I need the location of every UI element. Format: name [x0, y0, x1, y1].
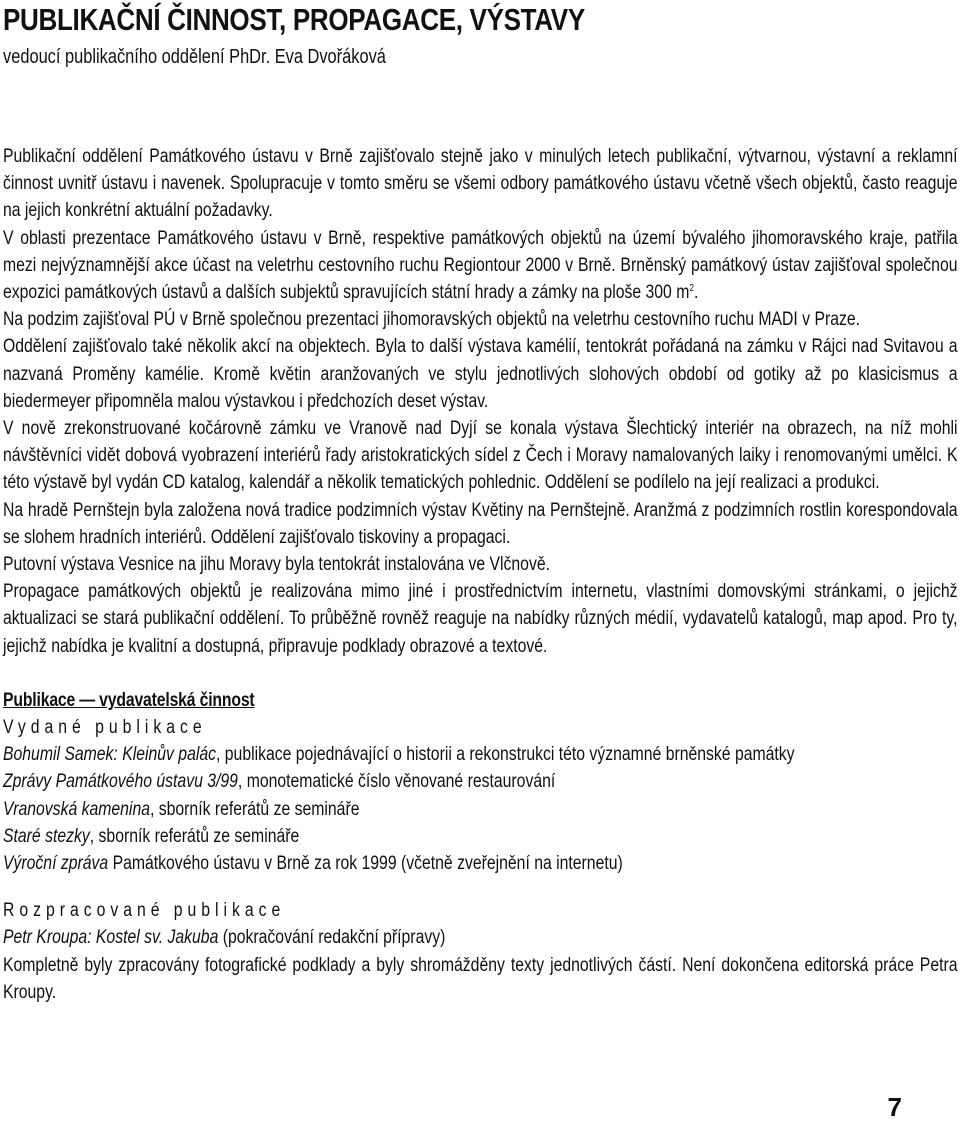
subheading-published: Vydané publikace: [3, 717, 207, 739]
paragraph-internet: Propagace památkových objektů je realizována mimo jiné i prostřednictvím internetu, vlastními domovskými stránkami, o jejichž aktualizaci se stará publikační oddělení. To průběžně rovněž reaguje na nabídky různých médií, vydavatelů katalogů, map apod. Pro ty, jejichž nabídka je kvalitní a dostupná, připravuje podklady obrazové a textové.: [3, 581, 958, 657]
publication-desc: Památkového ústavu v Brně za rok 1999 (včetně zveřejnění na internetu): [108, 853, 623, 875]
publication-title: Zprávy Památkového ústavu 3/99: [3, 771, 238, 793]
publication-title: Výroční zpráva: [3, 853, 109, 875]
publication-item: [3, 768, 958, 795]
document-body: [3, 143, 958, 1006]
publication-item: [3, 741, 958, 768]
page-number: 7: [887, 1092, 902, 1122]
publication-desc: , sborník referátů ze semináře: [89, 825, 300, 847]
publication-item: [3, 850, 958, 877]
subheading-in-progress: Rozpracované publikace: [3, 900, 286, 922]
section-heading-publications: Publikace — vydavatelská činnost: [3, 689, 255, 711]
publication-desc: , monotematické číslo věnované restaurování: [237, 771, 556, 793]
publication-title: Staré stezky: [3, 825, 90, 847]
paragraph-vranov: V nově zrekonstruované kočárovně zámku ve Vranově nad Dyjí se konala výstava Šlechtický interiér na obrazech, na níž mohli návštěvníci vidět dobová vyobrazení interiérů řady aristokratických sídel z Čech i Moravy namalovaných laiky i renomovanými umělci. K této výstavě byl vydán CD katalog, kalendář a několik tematických pohlednic. Oddělení se podílelo na její realizaci a produkci.: [3, 418, 958, 494]
publication-item: [3, 924, 958, 951]
paragraph-vlcnov: Putovní výstava Vesnice na jihu Moravy byla tentokrát instalována ve Vlčnově.: [3, 554, 550, 576]
paragraph-madi: Na podzim zajišťoval PÚ v Brně společnou prezentaci jihomoravských objektů na veletrhu cestovního ruchu MADI v Praze.: [3, 309, 861, 331]
paragraph-regiontour-text: V oblasti prezentace Památkového ústavu v Brně, respektive památkových objektů na území bývalého jihomoravského kraje, patřila mezi nejvýznamnější akce účast na veletrhu cestovního ruchu Regiontour 2000 v Brně. Brněnský památkový ústav zajišťoval společnou expozici památkových ústavů a dalších subjektů spravujících státní hrady a zámky na ploše 300 m: [3, 227, 958, 304]
page-subtitle: vedoucí publikačního oddělení PhDr. Eva Dvořáková: [3, 46, 386, 68]
paragraph-kamelie: Oddělení zajišťovalo také několik akcí na objektech. Byla to další výstava kamélií, tentokrát pořádaná na zámku v Rájci nad Svitavou a nazvaná Proměny kamélie. Kromě květin aranžovaných ve stylu jednotlivých slohových období od gotiky až po klasicismus a biedermeyer připomněla malou výstavkou i předchozích deset výstav.: [3, 336, 958, 412]
paragraph-pernstejn: Na hradě Pernštejn byla založena nová tradice podzimních výstav Květiny na Pernštejně. Aranžmá z podzimních rostlin korespondovala se slohem hradních interiérů. Oddělení zajišťovalo tiskoviny a propagaci.: [3, 499, 958, 548]
paragraph-in-progress-note: Kompletně byly zpracovány fotografické podklady a byly shromážděny texty jednotlivých částí. Není dokončena editorská práce Petra Kroupy.: [3, 954, 958, 1003]
page-title: PUBLIKAČNÍ ČINNOST, PROPAGACE, VÝSTAVY: [3, 2, 585, 37]
publication-desc: , sborník referátů ze semináře: [149, 798, 360, 820]
publication-title: Petr Kroupa: Kostel sv. Jakuba: [3, 927, 219, 949]
publication-item: [3, 823, 958, 850]
publication-item: [3, 796, 958, 823]
publication-desc: , publikace pojednávající o historii a rekonstrukci této významné brněnské památky: [216, 744, 795, 766]
publication-desc: (pokračování redakční přípravy): [218, 927, 446, 949]
paragraph-regiontour: [3, 225, 958, 307]
publication-title: Bohumil Samek: Kleinův palác: [3, 744, 217, 766]
publication-title: Vranovská kamenina: [3, 798, 150, 820]
period: .: [693, 282, 699, 304]
superscript-2: 2: [689, 283, 694, 295]
paragraph-intro: Publikační oddělení Památkového ústavu v Brně zajišťovalo stejně jako v minulých letech publikační, výtvarnou, výstavní a reklamní činnost uvnitř ústavu i navenek. Spolupracuje v tomto směru se všemi odbory památkového ústavu včetně všech objektů, často reaguje na jejich konkrétní aktuální požadavky.: [3, 146, 958, 222]
